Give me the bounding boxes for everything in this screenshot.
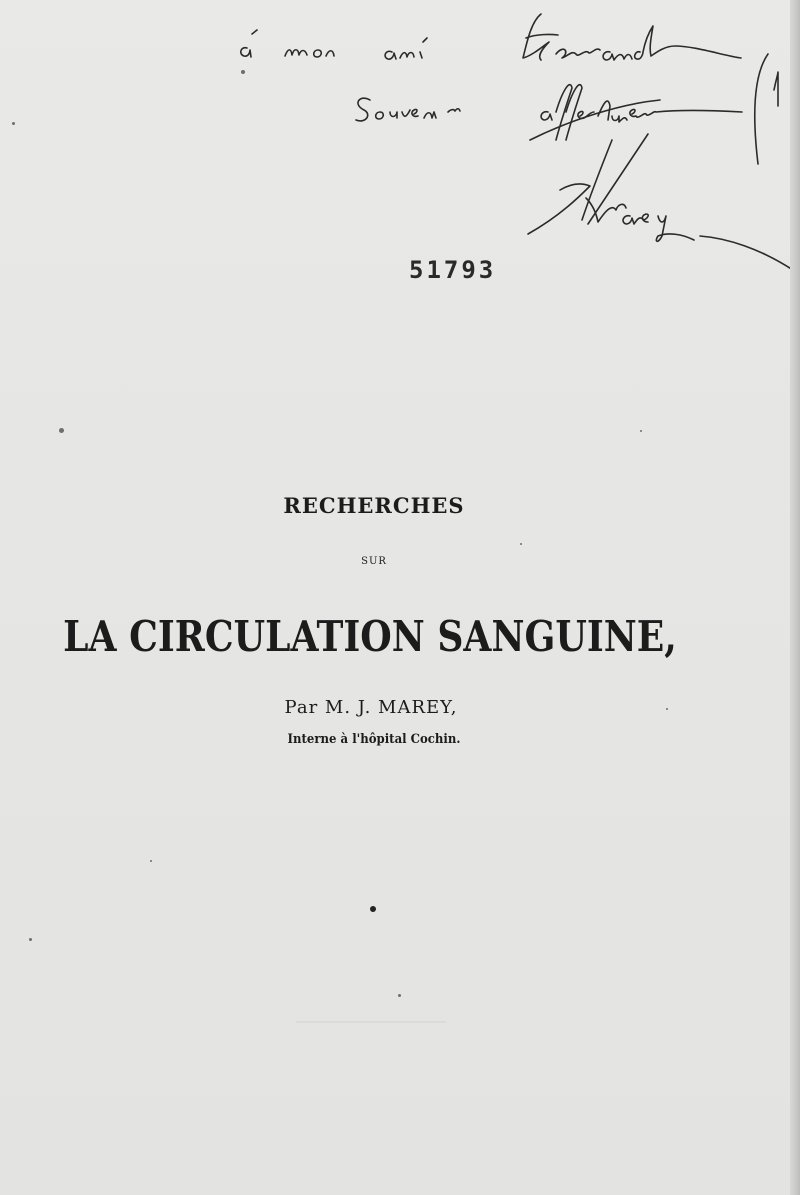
- paper-speck: [150, 860, 152, 862]
- accession-stamp-number: 51793: [409, 256, 497, 284]
- faint-rule: [296, 1020, 446, 1024]
- paper-speck: [398, 994, 401, 997]
- paper-speck: [29, 938, 32, 941]
- paper-speck: [640, 430, 642, 432]
- paper-speck: [59, 428, 64, 433]
- author-affiliation: Interne à l'hôpital Cochin.: [287, 732, 461, 747]
- page-edge: [790, 0, 800, 1195]
- paper-speck: [520, 543, 522, 545]
- title-sur: SUR: [361, 556, 387, 567]
- handwritten-dedication: [0, 0, 792, 320]
- title-recherches: RECHERCHES: [283, 493, 465, 518]
- paper-speck: [666, 708, 668, 710]
- ornament-dot: [370, 906, 376, 912]
- author-byline: Par M. J. MAREY,: [284, 697, 458, 718]
- main-title: LA CIRCULATION SANGUINE,: [63, 612, 677, 661]
